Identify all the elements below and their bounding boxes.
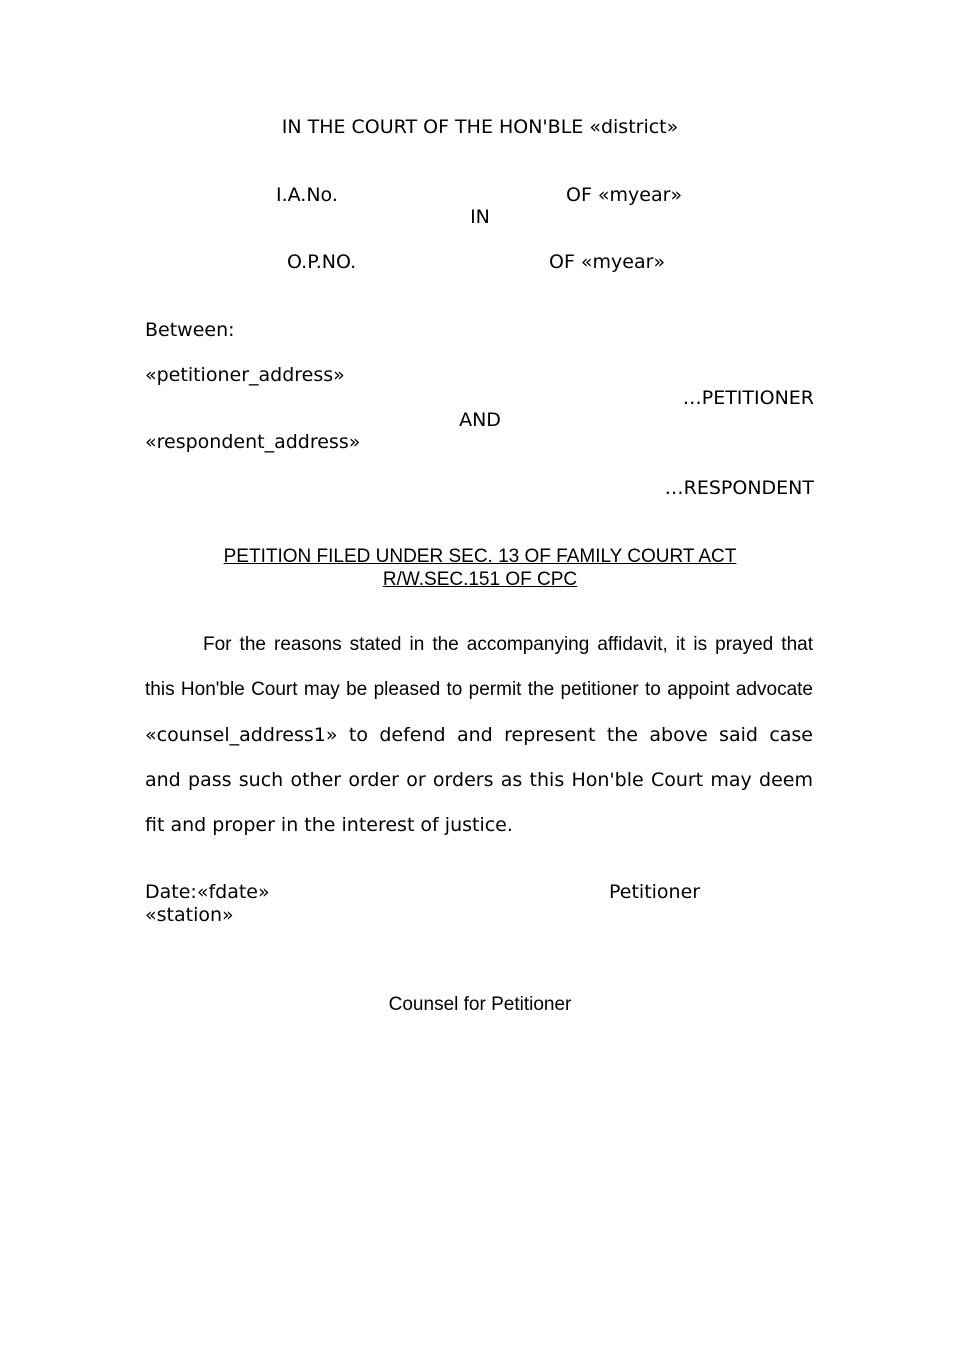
petitioner-role: …PETITIONER — [682, 387, 814, 409]
in-label: IN — [470, 206, 490, 228]
prayer-line: «counsel_address1» to defend and represent the above said case — [145, 724, 813, 746]
respondent-role: …RESPONDENT — [664, 477, 814, 499]
filing-date: Date:«fdate» — [145, 881, 270, 903]
respondent-address: «respondent_address» — [145, 431, 361, 453]
petition-heading — [0, 545, 960, 591]
op-number-label: O.P.NO. — [287, 251, 357, 273]
and-label: AND — [459, 409, 501, 431]
prayer-line: For the reasons stated in the accompanying affidavit, it is prayed that — [203, 634, 813, 655]
court-title: IN THE COURT OF THE HON'BLE «district» — [281, 116, 679, 138]
ia-number-label: I.A.No. — [276, 184, 338, 206]
ia-year: OF «myear» — [566, 184, 683, 206]
prayer-paragraph — [145, 633, 813, 858]
prayer-line: and pass such other order or orders as this Hon'ble Court may deem — [145, 769, 813, 791]
prayer-line: fit and proper in the interest of justice. — [145, 814, 513, 836]
between-label: Between: — [145, 319, 235, 341]
op-year: OF «myear» — [549, 251, 666, 273]
prayer-line: this Hon'ble Court may be pleased to permit the petitioner to appoint advocate — [145, 679, 813, 700]
petition-heading-line1: PETITION FILED UNDER SEC. 13 OF FAMILY COURT ACT — [223, 546, 737, 567]
petitioner-signature-label: Petitioner — [609, 881, 701, 903]
petition-heading-line2: R/W.SEC.151 OF CPC — [382, 569, 578, 590]
station: «station» — [145, 904, 234, 926]
counsel-signature-label: Counsel for Petitioner — [388, 994, 572, 1015]
petitioner-address: «petitioner_address» — [145, 364, 345, 386]
